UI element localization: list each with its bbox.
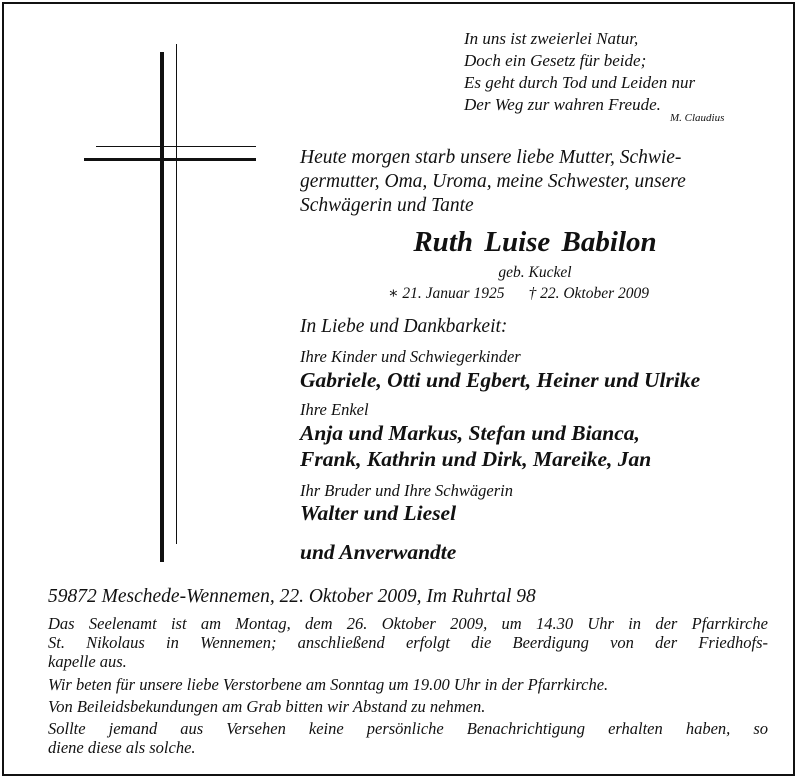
relatives-line: und Anverwandte [300,540,457,564]
life-dates [388,284,649,303]
deceased-name: Ruth Luise Babilon [413,226,657,258]
condolence-paragraph: Von Beileidsbekundungen am Grab bitten wir Abstand zu nehmen. [48,696,486,716]
service-details [48,614,768,760]
cross-vertical-bar [160,52,164,562]
service-paragraph [48,614,768,672]
grandchildren-names: Frank, Kathrin und Dirk, Mareike, Jan [300,447,652,471]
announcement-line: Schwägerin und Tante [300,195,474,216]
poem-author: M. Claudius [670,112,725,124]
announcement-line: germutter, Oma, Uroma, meine Schwester, unsere [300,171,686,192]
poem-line: In uns ist zweierlei Natur, [464,29,639,48]
address-line: 59872 Meschede-Wennemen, 22. Oktober 2009, Im Ruhrtal 98 [48,586,536,607]
children-label: Ihre Kinder und Schwiegerkinder [300,347,521,366]
poem-line: Doch ein Gesetz für beide; [464,51,647,70]
service-line: kapelle aus. [48,652,127,672]
cross-vertical-line [176,44,177,544]
service-line: St. Nikolaus in Wennemen; anschließend erfolgt die Beerdigung von der Friedhofs- [48,633,768,653]
death-announcement [300,146,686,218]
opening-line: In Liebe und Dankbarkeit: [300,316,508,337]
grandchildren-names: Anja und Markus, Stefan und Bianca, [300,421,640,445]
grandchildren-label: Ihre Enkel [300,400,369,419]
notification-paragraph [48,719,768,757]
death-date: † 22. Oktober 2009 [528,285,649,302]
poem [464,28,695,116]
cross-horizontal-line [96,146,256,147]
cross-horizontal-bar [84,158,256,161]
announcement-line: Heute morgen starb unsere liebe Mutter, Schwie- [300,147,682,168]
children-names: Gabriele, Otti und Egbert, Heiner und Ulrike [300,368,701,392]
poem-line: Es geht durch Tod und Leiden nur [464,73,696,92]
notification-line: Sollte jemand aus Versehen keine persönliche Benachrichtigung erhalten haben, so [48,719,768,739]
siblings-label: Ihr Bruder und Ihre Schwägerin [300,481,513,500]
siblings-names: Walter und Liesel [300,501,457,525]
obituary-notice [2,2,795,776]
birth-name: geb. Kuckel [498,264,572,281]
prayer-paragraph: Wir beten für unsere liebe Verstorbene am Sonntag um 19.00 Uhr in der Pfarrkirche. [48,674,609,694]
notification-line: diene diese als solche. [48,738,196,758]
service-line: Das Seelenamt ist am Montag, dem 26. Oktober 2009, um 14.30 Uhr in der Pfarrkirche [48,614,768,633]
poem-line: Der Weg zur wahren Freude. [464,95,661,114]
birth-date: ∗ 21. Januar 1925 [388,285,505,302]
